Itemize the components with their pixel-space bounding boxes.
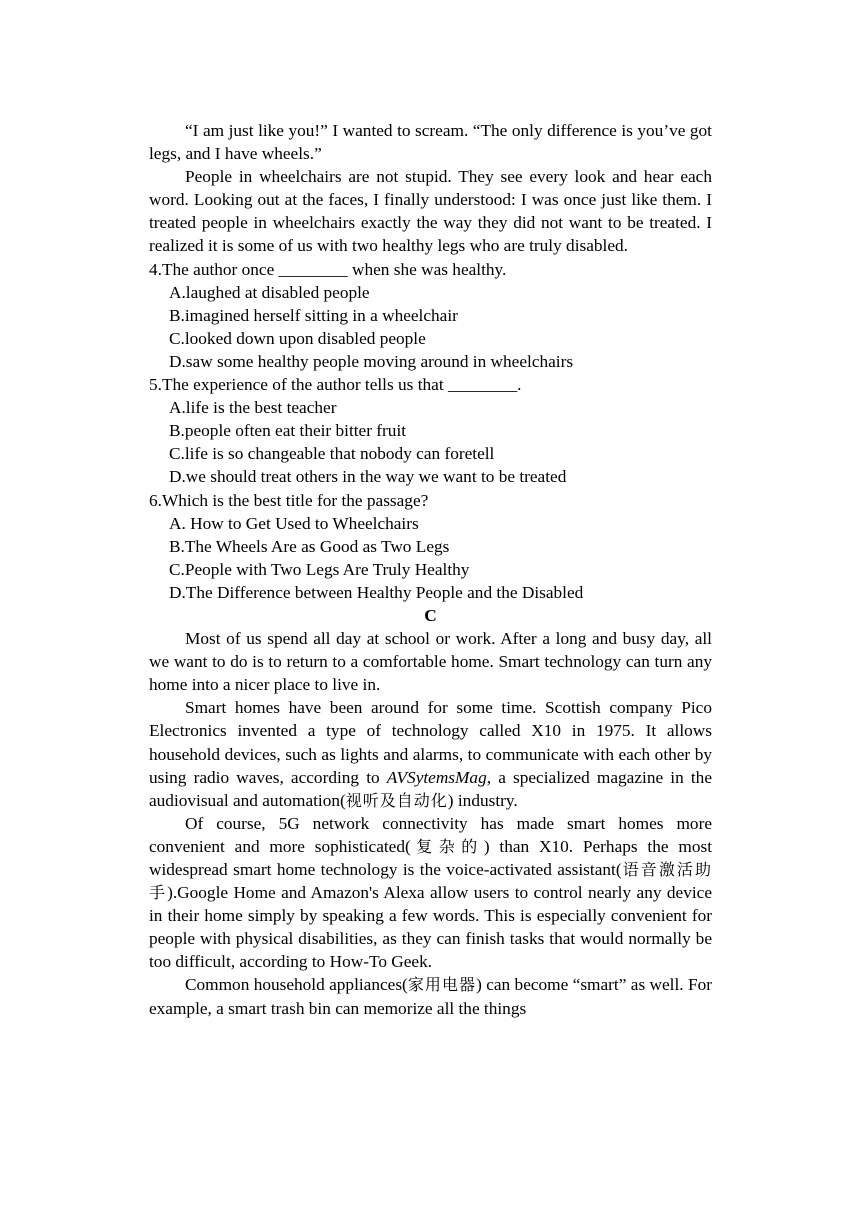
text-run: ) than X10. Perhaps the most widespread smart home technology is the voice-activated assistant( [149,836,712,879]
question-stem: 5.The experience of the author tells us that ________. [149,375,522,395]
option-c: C.looked down upon disabled people [169,328,426,348]
chinese-gloss: 复杂的 [410,836,484,856]
text-run: , a specialized magazine in the audiovisual and automation( [149,767,712,810]
magazine-name: AVSytemsMag [386,767,487,787]
passage-c-paragraph-2 [149,696,712,811]
passage-c-paragraph-3 [149,812,712,974]
document-page [149,119,712,1020]
chinese-gloss: 视听及自动化 [345,790,448,810]
passage-c-paragraph-4 [149,973,712,1019]
question-stem: 4.The author once ________ when she was healthy. [149,259,507,279]
question-stem: 6.Which is the best title for the passage? [149,490,429,510]
option-b: B.The Wheels Are as Good as Two Legs [169,536,450,556]
text-run: ) industry. [447,790,518,810]
text-run: Common household appliances( [185,975,408,995]
option-a: A. How to Get Used to Wheelchairs [169,513,419,533]
option-c: C.life is so changeable that nobody can foretell [169,444,495,464]
text-run: Smart homes have been around for some time. Scottish company Pico Electronics invented a type of technology called X10 in 1975. It allows household devices, such as lights and alarms, to communicate with each other by using radio waves, according to [149,698,712,787]
text-run: ) can become “smart” as well. For example, a smart trash bin can memorize all the things [149,975,712,1018]
option-d: D.The Difference between Healthy People and the Disabled [169,582,584,602]
option-c: C.People with Two Legs Are Truly Healthy [169,559,470,579]
chinese-gloss: 语音激活助手 [149,860,712,903]
question-5 [149,373,712,488]
option-b: B.imagined herself sitting in a wheelchair [169,305,458,325]
question-6 [149,489,712,604]
option-a: A.life is the best teacher [169,398,337,418]
text-run: Of course, 5G network connectivity has made smart homes more convenient and more sophisticated( [149,813,712,856]
chinese-gloss: 家用电器 [407,975,477,995]
option-d: D.saw some healthy people moving around in wheelchairs [169,351,574,371]
passage-b-paragraph-2: People in wheelchairs are not stupid. They see every look and hear each word. Looking out at the faces, I finally understood: I was once just like them. I treated people in wheelchairs exactly the way they did not want to be treated. I realized it is some of us with two healthy legs who are truly disabled. [149,167,712,256]
text-run: ).Google Home and Amazon's Alexa allow users to control nearly any device in their home simply by speaking a few words. This is especially convenient for people with physical disabilities, as they can finish tasks that would normally be too difficult, according to How-To Geek. [149,883,712,972]
section-heading-c: C [424,605,437,625]
question-4 [149,258,712,373]
option-a: A.laughed at disabled people [169,282,370,302]
option-d: D.we should treat others in the way we want to be treated [169,467,567,487]
option-b: B.people often eat their bitter fruit [169,421,407,441]
passage-b-paragraph-1: “I am just like you!” I wanted to scream. “The only difference is you’ve got legs, and I have wheels.” [149,121,712,164]
passage-c-paragraph-1: Most of us spend all day at school or work. After a long and busy day, all we want to do is to return to a comfortable home. Smart technology can turn any home into a nicer place to live in. [149,629,712,695]
